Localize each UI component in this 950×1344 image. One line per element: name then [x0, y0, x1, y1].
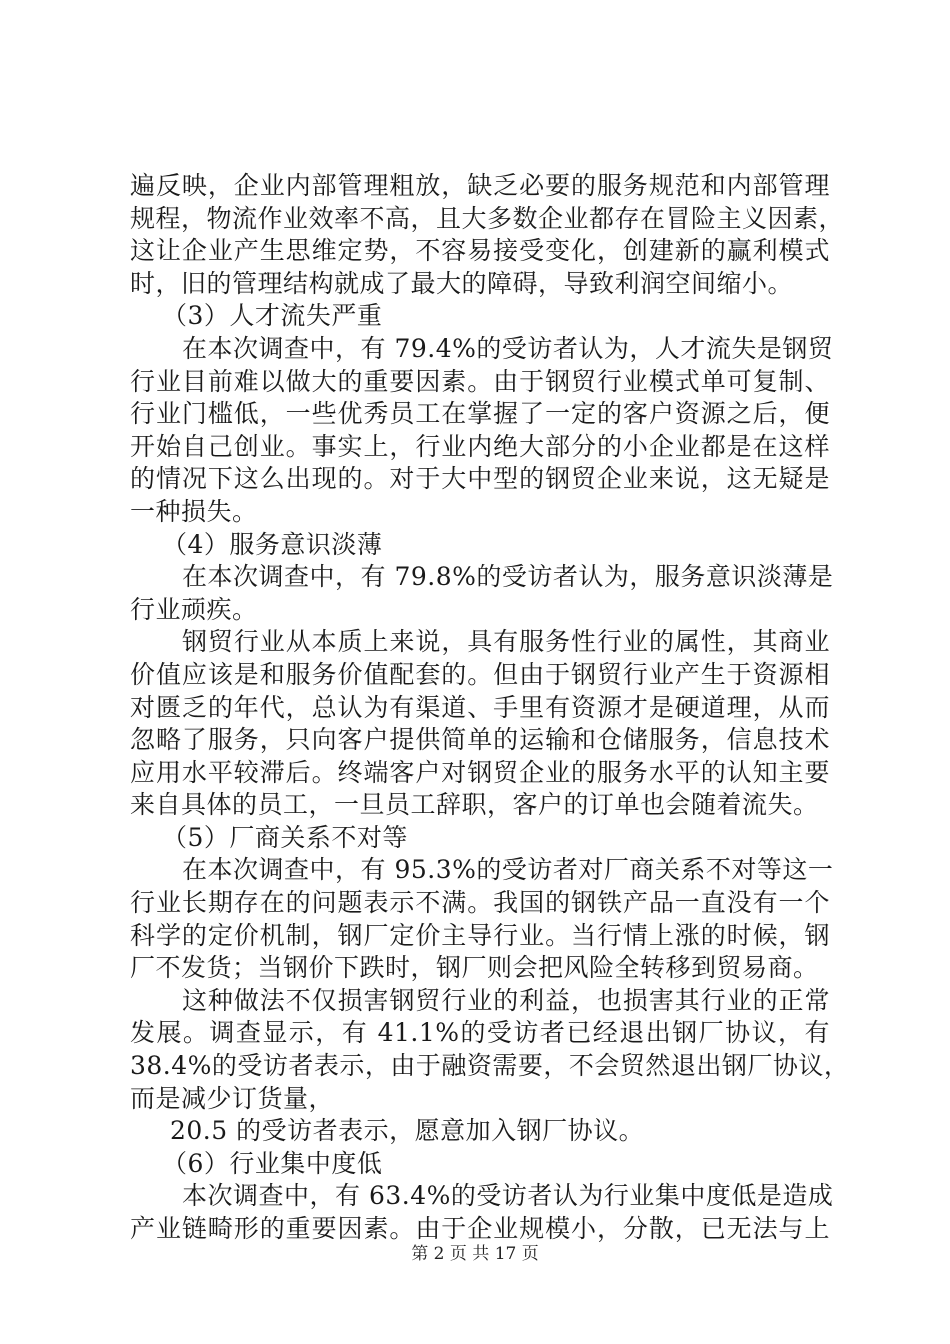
text-line: 规程，物流作业效率不高，且大多数企业都存在冒险主义因素，	[130, 203, 845, 233]
text-line: 价值应该是和服务价值配套的。但由于钢贸行业产生于资源相	[130, 659, 830, 689]
page-footer: 第 2 页 共 17 页	[411, 1244, 539, 1264]
text-line: 忽略了服务，只向客户提供简单的运输和仓储服务，信息技术	[130, 725, 830, 755]
document-body	[130, 170, 850, 1246]
text-line: 一种损失。	[130, 496, 258, 526]
text-line: 遍反映，企业内部管理粗放，缺乏必要的服务规范和内部管理	[130, 171, 830, 200]
section-heading: （3）人才流失严重	[162, 301, 383, 331]
text-line: 在本次调查中，有 79.4%的受访者认为，人才流失是钢贸	[182, 333, 834, 363]
text-line: 产业链畸形的重要因素。由于企业规模小，分散，已无法与上	[130, 1214, 830, 1243]
text-line: 厂不发货；当钢价下跌时，钢厂则会把风险全转移到贸易商。	[130, 953, 819, 983]
section-heading: （5）厂商关系不对等	[162, 822, 408, 852]
text-line: 而是减少订货量，	[130, 1083, 335, 1113]
text-line: 这种做法不仅损害钢贸行业的利益，也损害其行业的正常	[182, 985, 830, 1015]
text-line: 钢贸行业从本质上来说，具有服务性行业的属性，其商业	[182, 627, 830, 657]
text-line: 本次调查中，有 63.4%的受访者认为行业集中度低是造成	[182, 1181, 834, 1211]
text-line: 行业目前难以做大的重要因素。由于钢贸行业模式单可复制、	[130, 366, 830, 396]
text-line: 开始自己创业。事实上，行业内绝大部分的小企业都是在这样	[130, 431, 830, 461]
text-line: 这让企业产生思维定势，不容易接受变化，创建新的赢利模式	[130, 236, 830, 266]
text-line: 的情况下这么出现的。对于大中型的钢贸企业来说，这无疑是	[130, 464, 830, 494]
text-line: 在本次调查中，有 79.8%的受访者认为，服务意识淡薄是	[182, 562, 834, 592]
text-line: 20.5 的受访者表示，愿意加入钢厂协议。	[170, 1116, 645, 1146]
text-line: 对匮乏的年代，总认为有渠道、手里有资源才是硬道理，从而	[130, 692, 830, 722]
text-line: 发展。调查显示，有 41.1%的受访者已经退出钢厂协议，有	[130, 1018, 830, 1048]
section-heading: （6）行业集中度低	[162, 1148, 383, 1178]
text-line: 来自具体的员工，一旦员工辞职，客户的订单也会随着流失。	[130, 790, 819, 820]
section-heading: （4）服务意识淡薄	[162, 529, 383, 559]
text-line: 38.4%的受访者表示，由于融资需要，不会贸然退出钢厂协议，	[130, 1051, 850, 1081]
text-line: 行业顽疾。	[130, 594, 258, 624]
text-line: 时，旧的管理结构就成了最大的障碍，导致利润空间缩小。	[130, 268, 794, 298]
text-line: 行业长期存在的问题表示不满。我国的钢铁产品一直没有一个	[130, 888, 830, 918]
text-line: 科学的定价机制，钢厂定价主导行业。当行情上涨的时候，钢	[130, 920, 830, 950]
text-line: 应用水平较滞后。终端客户对钢贸企业的服务水平的认知主要	[130, 757, 830, 787]
text-line: 在本次调查中，有 95.3%的受访者对厂商关系不对等这一	[182, 855, 834, 885]
text-line: 行业门槛低，一些优秀员工在掌握了一定的客户资源之后，便	[130, 399, 830, 429]
